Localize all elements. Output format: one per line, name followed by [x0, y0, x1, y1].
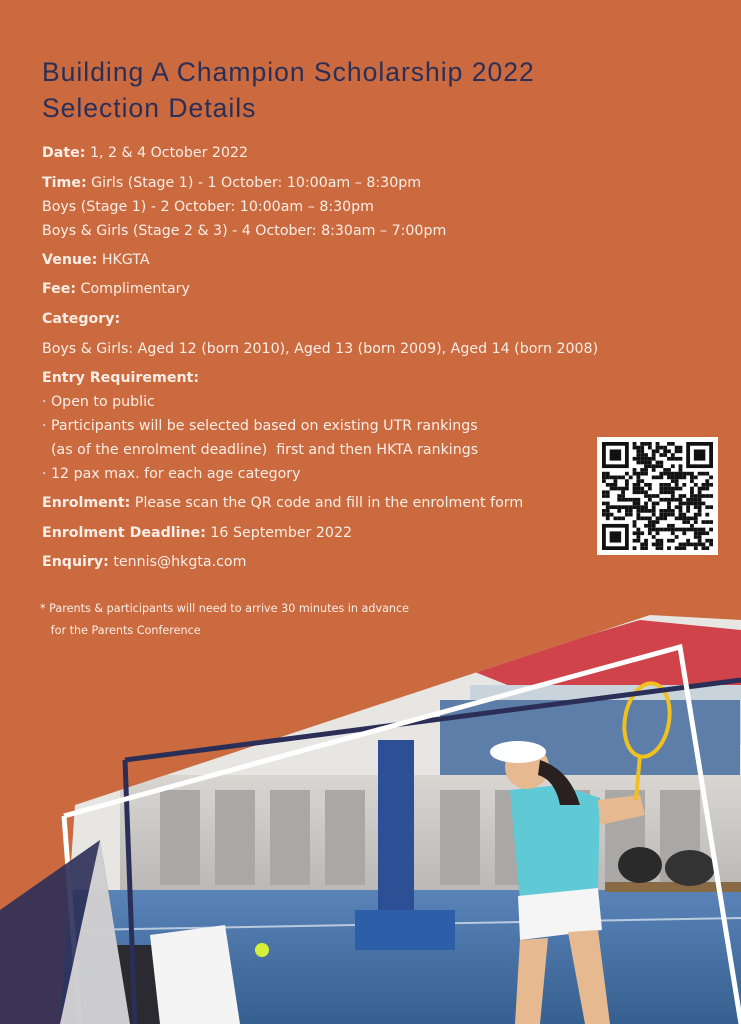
enquiry-row — [42, 552, 246, 572]
tennis-player-photo — [0, 600, 741, 1024]
enrolment-row — [42, 493, 523, 513]
enquiry-email-link[interactable]: tennis@hkgta.com — [108, 554, 247, 570]
fee-label: Fee: — [42, 281, 77, 297]
time-value-3: Boys & Girls (Stage 2 & 3) - 4 October: 8:30am – 7:00pm — [42, 223, 447, 239]
entry-requirement-row — [42, 368, 199, 388]
entry-requirement-label: Entry Requirement: — [42, 370, 200, 386]
entry-item: · Open to public — [42, 394, 155, 410]
note-line-2: for the Parents Conference — [40, 624, 201, 637]
title-line-1: Building A Champion Scholarship 2022 — [42, 57, 535, 87]
category-label: Category: — [42, 311, 121, 327]
deadline-label: Enrolment Deadline: — [42, 525, 206, 541]
enrolment-value: Please scan the QR code and fill in the enrolment form — [130, 495, 524, 511]
title-line-2: Selection Details — [42, 93, 257, 123]
category-value: Boys & Girls: Aged 12 (born 2010), Aged 13 (born 2009), Aged 14 (born 2008) — [42, 341, 599, 357]
enrolment-label: Enrolment: — [42, 495, 131, 511]
venue-value: HKGTA — [97, 252, 150, 268]
date-row — [42, 143, 248, 163]
page-title — [42, 54, 535, 126]
venue-row — [42, 250, 150, 270]
time-value-1: Girls (Stage 1) - 1 October: 10:00am – 8:30pm — [86, 175, 422, 191]
entry-item: (as of the enrolment deadline) first and then HKTA rankings — [42, 442, 479, 458]
deadline-row — [42, 523, 352, 543]
time-label: Time: — [42, 175, 87, 191]
qr-code-icon[interactable] — [597, 437, 718, 555]
enquiry-label: Enquiry: — [42, 554, 109, 570]
fee-value: Complimentary — [76, 281, 190, 297]
fee-row — [42, 279, 190, 299]
category-row — [42, 309, 120, 329]
date-label: Date: — [42, 145, 86, 161]
entry-item: · 12 pax max. for each age category — [42, 466, 301, 482]
photo-graphic — [0, 600, 741, 1024]
deadline-value: 16 September 2022 — [205, 525, 352, 541]
qr-code-graphic — [597, 437, 718, 555]
time-row — [42, 173, 421, 193]
venue-label: Venue: — [42, 252, 98, 268]
date-value: 1, 2 & 4 October 2022 — [85, 145, 249, 161]
entry-item: · Participants will be selected based on existing UTR rankings — [42, 418, 478, 434]
note-line-1: * Parents & participants will need to arrive 30 minutes in advance — [40, 602, 410, 615]
time-value-2: Boys (Stage 1) - 2 October: 10:00am – 8:30pm — [42, 199, 375, 215]
